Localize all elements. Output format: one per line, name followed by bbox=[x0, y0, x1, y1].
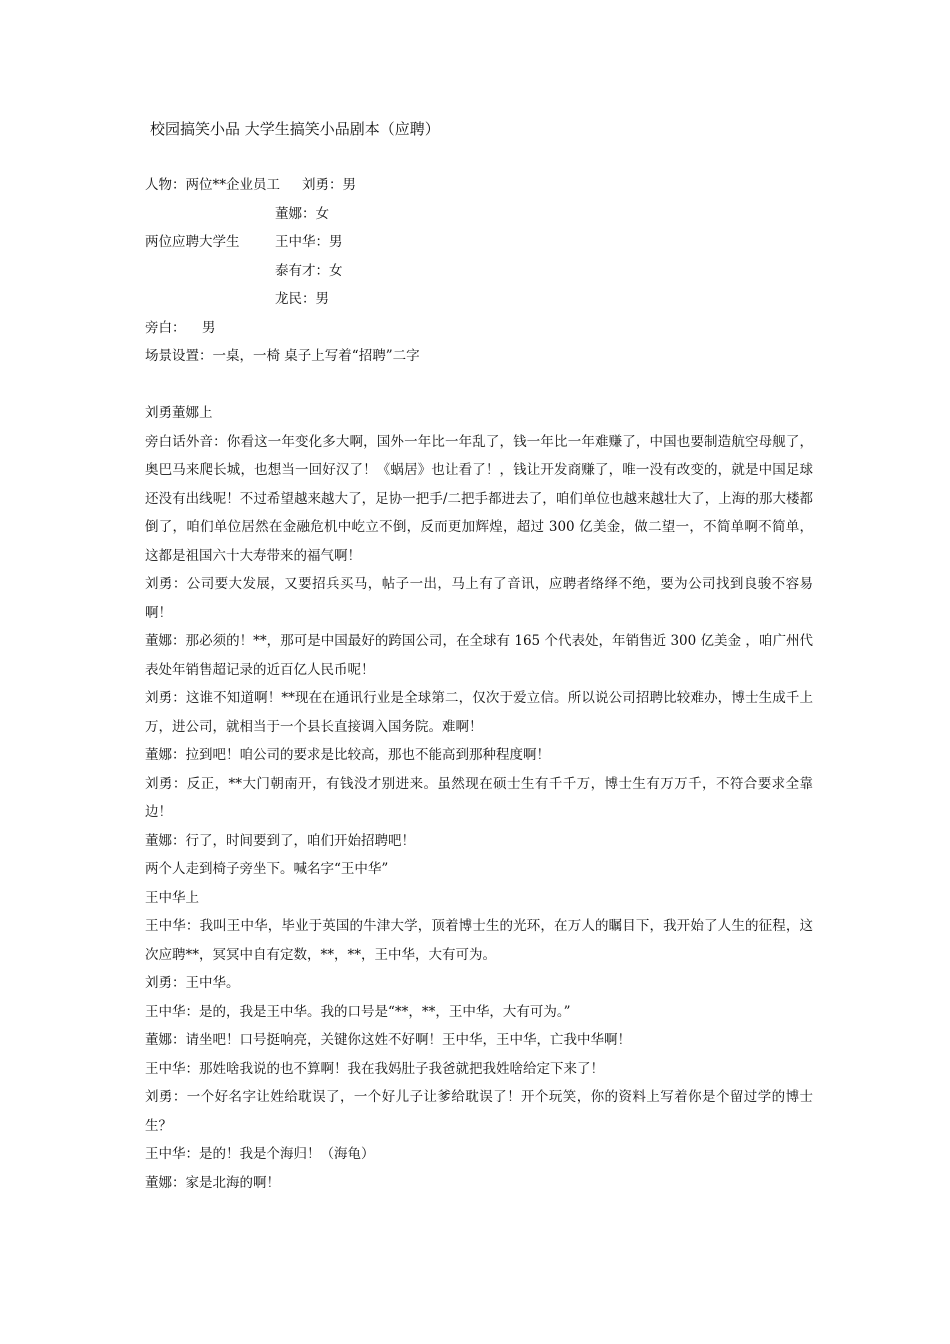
script-line: 王中华上 bbox=[145, 889, 199, 906]
script-line: 王中华：我叫王中华，毕业于英国的牛津大学，顶着博士生的光环，在万人的瞩目下，我开始了人生的征程，这次应聘**，冥冥中自有定数，**，**，王中华，大有可为。 bbox=[145, 918, 813, 963]
script-line: 刘勇：这谁不知道啊！**现在在通讯行业是全球第二，仅次于爱立信。所以说公司招聘比较难办，博士生成千上万，进公司，就相当于一个县长直接调入国务院。难啊！ bbox=[145, 690, 813, 735]
script-line: 王中华：是的！我是个海归！（海龟） bbox=[145, 1146, 375, 1162]
document-title: 校园搞笑小品 大学生搞笑小品剧本（应聘） bbox=[150, 120, 440, 138]
cast-row bbox=[145, 285, 813, 314]
script-body bbox=[145, 399, 813, 1197]
script-line: 董娜：家是北海的啊！ bbox=[145, 1174, 280, 1191]
script-line: 旁白话外音：你看这一年变化多大啊，国外一年比一年乱了，钱一年比一年难赚了，中国也要制造航空母舰了，奥巴马来爬长城，也想当一回好汉了！《蜗居》也让看了！，钱让开发商赚了，唯一没有改变的，就是中国足球还没有出线呢！不过希望越来越大了，足协一把手/二把手都进去了，咱们单位也越来越壮大了，上海的那大楼都倒了，咱们单位居然在金融危机中屹立不倒，反而更加辉煌，超过 300 亿美金，做二望一，不简单啊不简单，这都是祖国六十大寿带来的福气啊！ bbox=[145, 433, 813, 564]
cast-member: 泰有才：女 bbox=[275, 262, 343, 279]
narrator-label: 旁白： bbox=[145, 319, 186, 336]
script-line: 刘勇：公司要大发展，又要招兵买马，帖子一出，马上有了音讯，应聘者络绎不绝，要为公司找到良骏不容易啊！ bbox=[145, 576, 813, 621]
script-line: 董娜：拉到吧！咱公司的要求是比较高，那也不能高到那种程度啊！ bbox=[145, 747, 550, 763]
cast-list bbox=[145, 171, 813, 371]
script-line: 王中华：那姓啥我说的也不算啊！我在我妈肚子我爸就把我姓啥给定下来了！ bbox=[145, 1060, 604, 1077]
narrator-value: 男 bbox=[202, 319, 216, 336]
cast-row bbox=[145, 257, 813, 286]
cast-row bbox=[145, 228, 813, 257]
script-line: 刘勇：一个好名字让姓给耽误了，一个好儿子让爹给耽误了！开个玩笑，你的资料上写着你是个留过学的博士生？ bbox=[145, 1089, 813, 1134]
cast-row bbox=[145, 200, 813, 229]
cast-member: 刘勇：男 bbox=[302, 177, 356, 193]
script-line: 董娜：请坐吧！口号挺响亮，关键你这姓不好啊！王中华，王中华，亡我中华啊！ bbox=[145, 1032, 631, 1048]
cast-group-label: 两位应聘大学生 bbox=[145, 234, 240, 250]
cast-group-label: 人物：两位**企业员工 bbox=[145, 177, 280, 193]
script-line: 刘勇：反正，**大门朝南开，有钱没才别进来。虽然现在硕士生有千千万，博士生有万万千，不符合要求全靠边！ bbox=[145, 775, 813, 820]
script-line: 刘勇：王中华。 bbox=[145, 975, 240, 991]
scene-row bbox=[145, 342, 813, 371]
scene-setting: 场景设置：一桌，一椅 桌子上写着“招聘”二字 bbox=[145, 348, 420, 364]
script-line: 两个人走到椅子旁坐下。喊名字“王中华” bbox=[145, 861, 389, 877]
script-line: 董娜：那必须的！**，那可是中国最好的跨国公司，在全球有 165 个代表处，年销售近 300 亿美金 ，咱广州代表处年销售超记录的近百亿人民币呢！ bbox=[145, 633, 813, 678]
cast-member: 王中华：男 bbox=[275, 234, 343, 250]
narrator-row bbox=[145, 314, 813, 343]
script-line: 董娜：行了，时间要到了，咱们开始招聘吧！ bbox=[145, 832, 415, 849]
script-line: 王中华：是的，我是王中华。我的口号是“**，**，王中华，大有可为。” bbox=[145, 1003, 571, 1020]
script-line: 刘勇董娜上 bbox=[145, 405, 213, 421]
cast-member: 龙民：男 bbox=[275, 291, 329, 307]
cast-member: 董娜：女 bbox=[275, 205, 329, 222]
cast-row bbox=[145, 171, 813, 200]
